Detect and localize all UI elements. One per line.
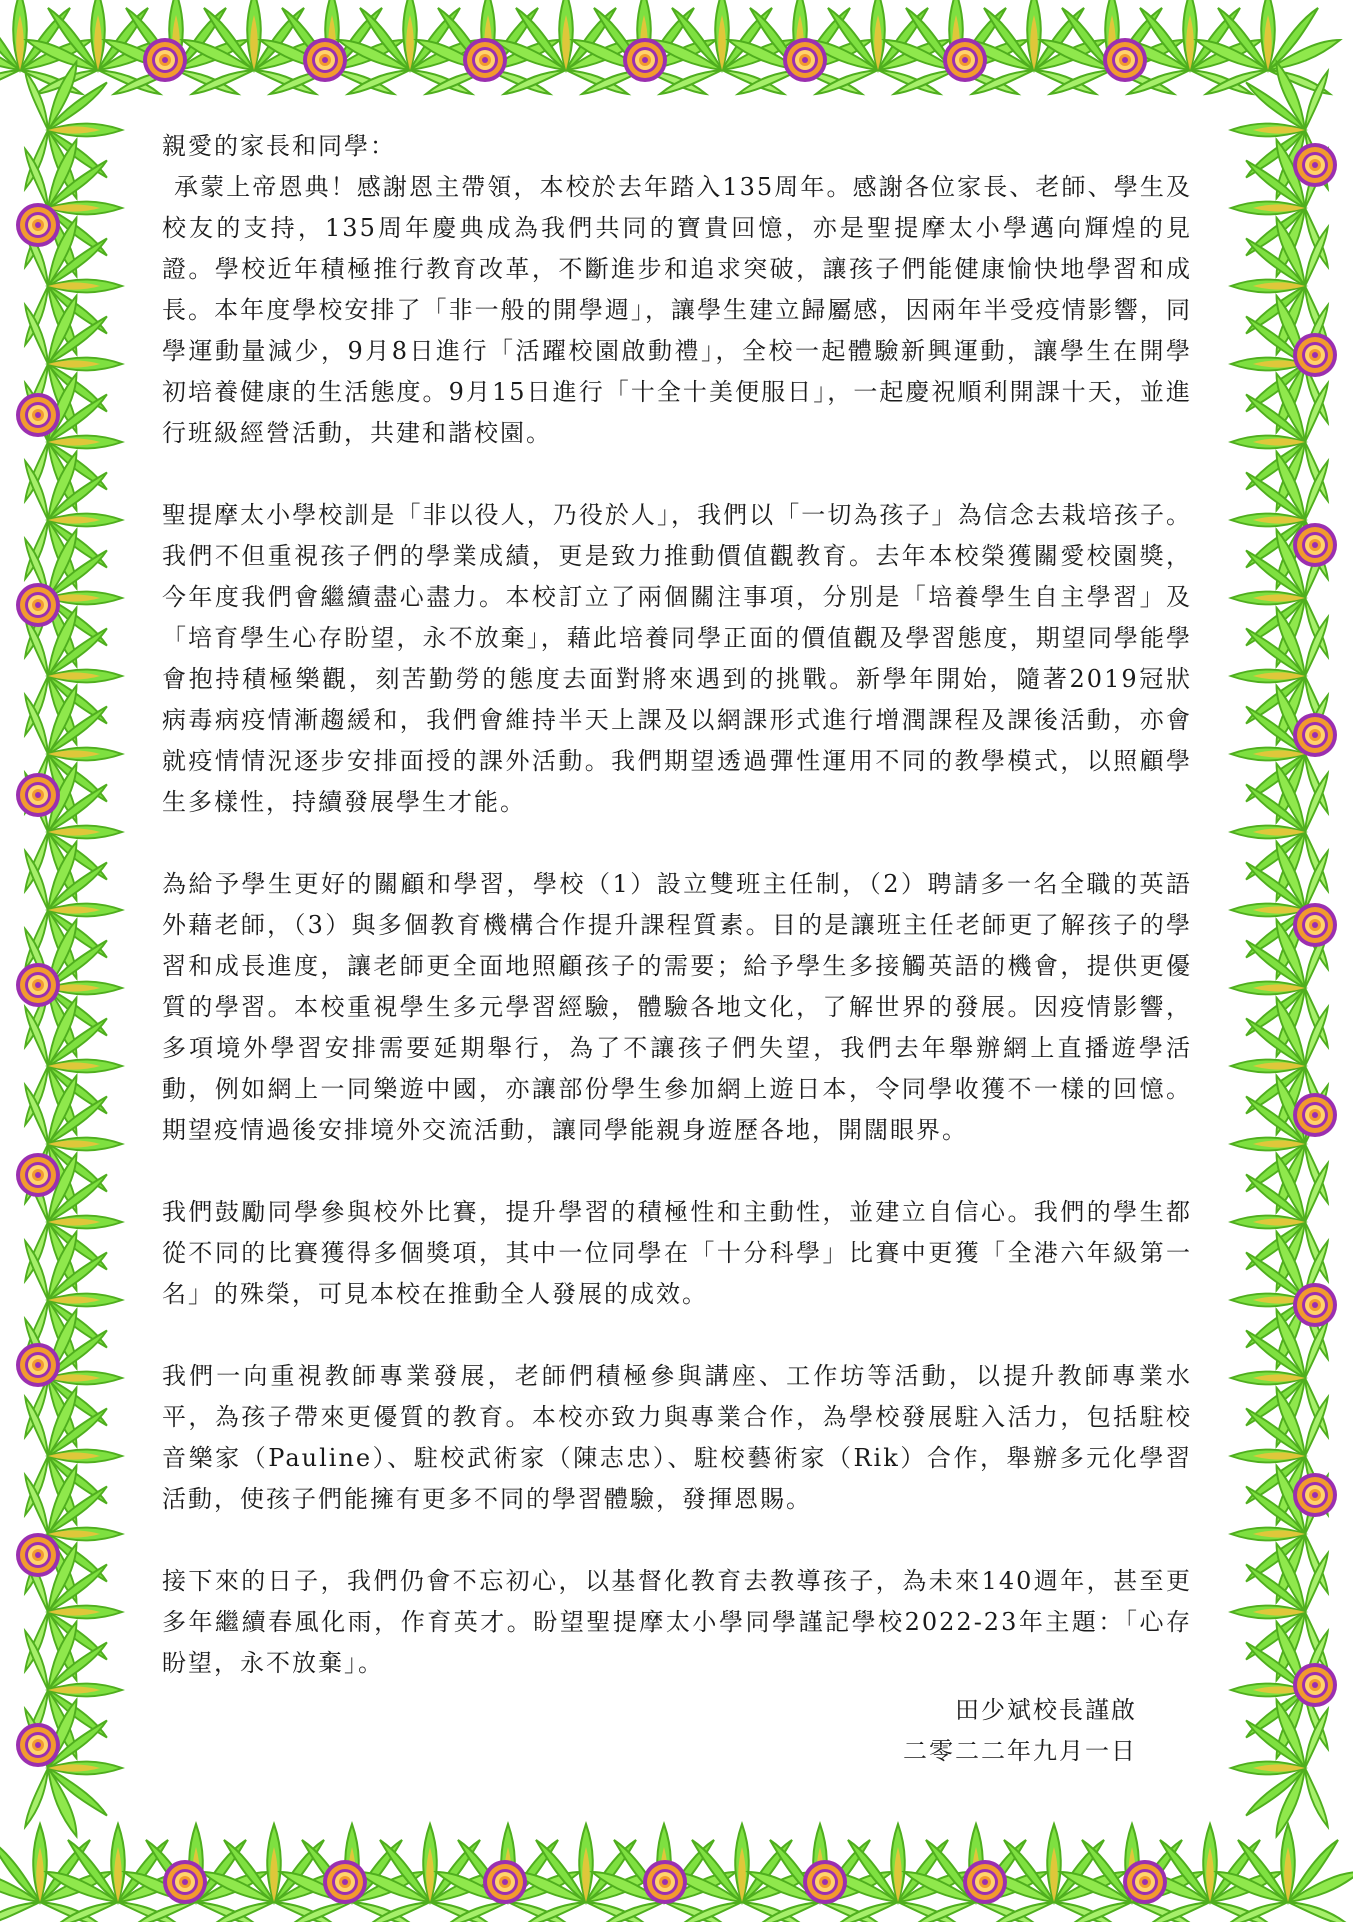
spiral-icon	[16, 393, 60, 437]
paragraph-2: 聖提摩太小學校訓是「非以役人，乃役於人」，我們以「一切為孩子」為信念去栽培孩子。我們不但重視孩子們的學業成績，更是致力推動價值觀教育。去年本校榮獲關愛校園獎，今年度我們會繼續盡心盡力。本校訂立了兩個關注事項，分別是「培養學生自主學習」及「培育學生心存盼望，永不放棄」，藉此培養同學正面的價值觀及學習態度，期望同學能學會抱持積極樂觀，刻苦勤勞的態度去面對將來遇到的挑戰。新學年開始，隨著2019冠狀病毒病疫情漸趨緩和，我們會維持半天上課及以網課形式進行增潤課程及課後活動，亦會就疫情情況逐步安排面授的課外活動。我們期望透過彈性運用不同的教學模式，以照顧學生多樣性，持續發展學生才能。	[162, 501, 1192, 816]
paragraph-4: 我們鼓勵同學參與校外比賽，提升學習的積極性和主動性，並建立自信心。我們的學生都從不同的比賽獲得多個獎項，其中一位同學在「十分科學」比賽中更獲「全港六年級第一名」的殊榮，可見本校在推動全人發展的成效。	[162, 1198, 1192, 1308]
greeting: 親愛的家長和同學：	[162, 132, 396, 160]
spiral-icon	[803, 1860, 847, 1904]
signature: 田少斌校長謹啟	[955, 1696, 1137, 1724]
spiral-icon	[1293, 143, 1337, 187]
letter-body	[162, 126, 1192, 1772]
spiral-icon	[1293, 1093, 1337, 1137]
spiral-icon	[1123, 1860, 1167, 1904]
spiral-icon	[16, 203, 60, 247]
spiral-icon	[623, 38, 667, 82]
spiral-icon	[16, 1343, 60, 1387]
spiral-icon	[1293, 1663, 1337, 1707]
spiral-icon	[643, 1860, 687, 1904]
spiral-icon	[163, 1860, 207, 1904]
spiral-icon	[1103, 38, 1147, 82]
spiral-icon	[323, 1860, 367, 1904]
spiral-icon	[16, 583, 60, 627]
spiral-icon	[1293, 333, 1337, 377]
spiral-icon	[1293, 903, 1337, 947]
spiral-icon	[1293, 1283, 1337, 1327]
spiral-icon	[1293, 1473, 1337, 1517]
spiral-icon	[16, 773, 60, 817]
spiral-icon	[943, 38, 987, 82]
spiral-icon	[143, 38, 187, 82]
paragraph-6: 接下來的日子，我們仍會不忘初心，以基督化教育去教導孩子，為未來140週年，甚至更多年繼續春風化雨，作育英才。盼望聖提摩太小學同學謹記學校2022-23年主題：「心存盼望，永不放棄」。	[162, 1567, 1192, 1677]
spiral-icon	[463, 38, 507, 82]
spiral-icon	[16, 963, 60, 1007]
spiral-icon	[483, 1860, 527, 1904]
spiral-icon	[783, 38, 827, 82]
paragraph-5: 我們一向重視教師專業發展，老師們積極參與講座、工作坊等活動，以提升教師專業水平，為孩子帶來更優質的教育。本校亦致力與專業合作，為學校發展駐入活力，包括駐校音樂家（Pauline）、駐校武術家（陳志忠）、駐校藝術家（Rik）合作，舉辦多元化學習活動，使孩子們能擁有更多不同的學習體驗，發揮恩賜。	[162, 1362, 1192, 1513]
spiral-icon	[1293, 523, 1337, 567]
spiral-icon	[303, 38, 347, 82]
date: 二零二二年九月一日	[903, 1737, 1137, 1765]
spiral-icon	[16, 1153, 60, 1197]
spiral-icon	[16, 1533, 60, 1577]
paragraph-3: 為給予學生更好的關顧和學習，學校（1）設立雙班主任制，（2）聘請多一名全職的英語外藉老師，（3）與多個教育機構合作提升課程質素。目的是讓班主任老師更了解孩子的學習和成長進度，讓老師更全面地照顧孩子的需要；給予學生多接觸英語的機會，提供更優質的學習。本校重視學生多元學習經驗，體驗各地文化，了解世界的發展。因疫情影響，多項境外學習安排需要延期舉行，為了不讓孩子們失望，我們去年舉辦網上直播遊學活動，例如網上一同樂遊中國，亦讓部份學生參加網上遊日本，令同學收獲不一樣的回憶。期望疫情過後安排境外交流活動，讓同學能親身遊歷各地，開闊眼界。	[162, 870, 1192, 1144]
spiral-icon	[1293, 713, 1337, 757]
spiral-icon	[16, 1723, 60, 1767]
spiral-icon	[963, 1860, 1007, 1904]
paragraph-1: 承蒙上帝恩典！感謝恩主帶領，本校於去年踏入135周年。感謝各位家長、老師、學生及校友的支持，135周年慶典成為我們共同的寶貴回憶，亦是聖提摩太小學邁向輝煌的見證。學校近年積極推行教育改革，不斷進步和追求突破，讓孩子們能健康愉快地學習和成長。本年度學校安排了「非一般的開學週」，讓學生建立歸屬感，因兩年半受疫情影響，同學運動量減少，9月8日進行「活躍校園啟動禮」，全校一起體驗新興運動，讓學生在開學初培養健康的生活態度。9月15日進行「十全十美便服日」，一起慶祝順利開課十天，並進行班級經營活動，共建和諧校園。	[162, 173, 1192, 447]
